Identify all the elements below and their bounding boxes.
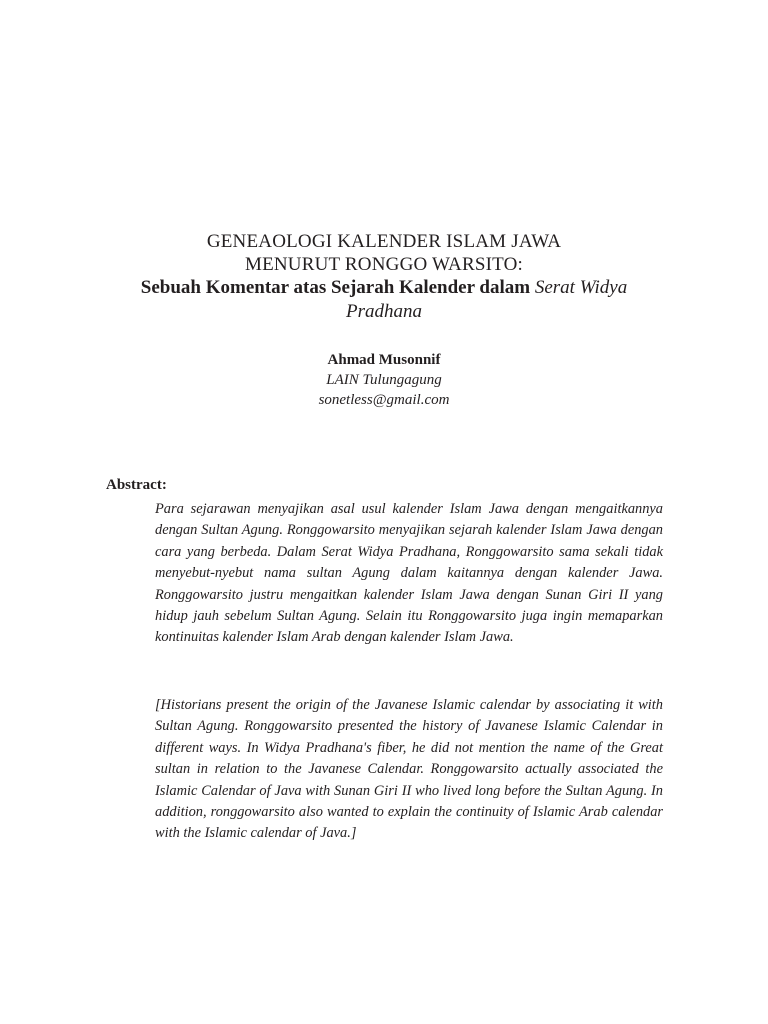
title-line-2: MENURUT RONGGO WARSITO: bbox=[244, 254, 523, 275]
abstract-english: [Historians present the origin of the Javanese Islamic calendar by associating it with Sultan Agung. Ronggowarsito presented the history of Javanese Islamic Calendar in different ways. In Widya Pradhana's fiber, he did not mention the name of the Great sultan in relation to the Javanese Calendar. Ronggowarsito actually associated the Islamic Calendar of Java with Sunan Giri II who lived long before the Sultan Agung. In addition, ronggowarsito also wanted to explain the continuity of Islamic Arab calendar with the Islamic calendar of Java.] bbox=[155, 697, 663, 842]
abstract-indonesian: Para sejarawan menyajikan asal usul kalender Islam Jawa dengan mengaitkannya dengan Sultan Agung. Ronggowarsito menyajikan sejarah kalender Islam Jawa dengan cara yang berbeda. Dalam Serat Widya Pradhana, Ronggowarsito sama sekali tidak menyebut-nyebut nama sultan Agung dalam kaitannya dengan kalender Jawa. Ronggowarsito justru mengaitkan kalender Islam Jawa dengan Sunan Giri II yang hidup jauh sebelum Sultan Agung. Selain itu Ronggowarsito juga ingin memaparkan kontinuitas kalender Islam Arab dengan kalender Islam Jawa. bbox=[155, 501, 663, 646]
title-line-1: GENEAOLOGI KALENDER ISLAM JAWA bbox=[206, 231, 562, 252]
author-email: sonetless@gmail.com bbox=[318, 392, 450, 408]
abstract-heading: Abstract: bbox=[106, 477, 167, 493]
subtitle-main: Sebuah Komentar atas Sejarah Kalender dalam bbox=[140, 277, 535, 298]
title-block bbox=[104, 230, 664, 324]
author-name: Ahmad Musonnif bbox=[327, 352, 441, 368]
subtitle-italic: Serat Widya Pradhana bbox=[346, 277, 628, 322]
author-affiliation: LAIN Tulungagung bbox=[326, 372, 442, 388]
author-block bbox=[104, 350, 664, 410]
subtitle bbox=[104, 276, 664, 324]
